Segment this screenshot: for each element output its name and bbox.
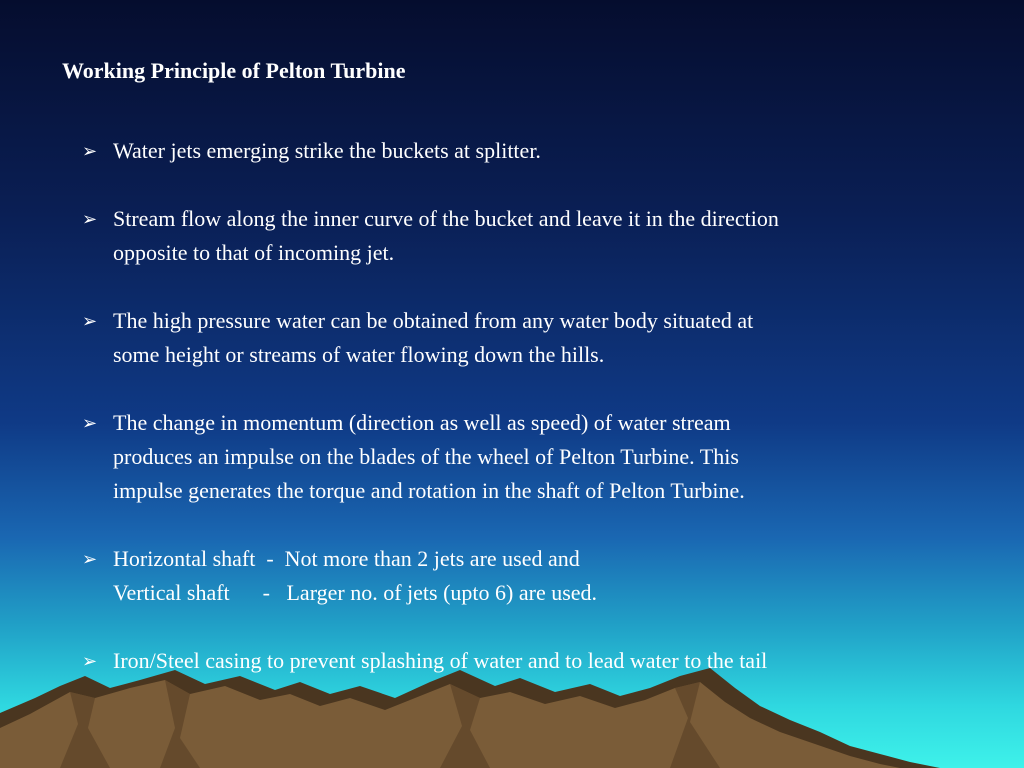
bullet-text: some height or streams of water flowing down the hills. xyxy=(113,342,605,367)
bullet-text: Vertical shaft - Larger no. of jets (upto 6) are used. xyxy=(113,580,598,605)
arrow-bullet-icon: ➢ xyxy=(82,209,98,229)
bullet-text: The change in momentum (direction as well as speed) of water stream xyxy=(113,410,731,435)
bullet-text: Iron/Steel casing to prevent splashing of water and to lead water to the tail xyxy=(113,648,768,673)
bullet-text: opposite to that of incoming jet. xyxy=(113,240,395,265)
bullet-item xyxy=(82,134,982,168)
arrow-bullet-icon: ➢ xyxy=(82,311,98,331)
bullet-text: impulse generates the torque and rotation in the shaft of Pelton Turbine. xyxy=(113,478,745,503)
bullet-text: produces an impulse on the blades of the wheel of Pelton Turbine. This xyxy=(113,444,739,469)
bullet-item xyxy=(82,202,982,270)
bullet-text: The high pressure water can be obtained from any water body situated at xyxy=(113,308,754,333)
bullet-item xyxy=(82,406,982,508)
bullet-text: Water jets emerging strike the buckets at splitter. xyxy=(113,138,541,163)
bullet-text: Stream flow along the inner curve of the bucket and leave it in the direction xyxy=(113,206,779,231)
bullet-list xyxy=(82,134,982,746)
arrow-bullet-icon: ➢ xyxy=(82,651,98,671)
arrow-bullet-icon: ➢ xyxy=(82,549,98,569)
bullet-item xyxy=(82,542,982,610)
arrow-bullet-icon: ➢ xyxy=(82,413,98,433)
arrow-bullet-icon: ➢ xyxy=(82,141,98,161)
bullet-text: Horizontal shaft - Not more than 2 jets are used and xyxy=(113,546,580,571)
mountains-decoration xyxy=(0,658,1024,768)
bullet-item xyxy=(82,304,982,372)
slide-title: Working Principle of Pelton Turbine xyxy=(62,58,406,83)
